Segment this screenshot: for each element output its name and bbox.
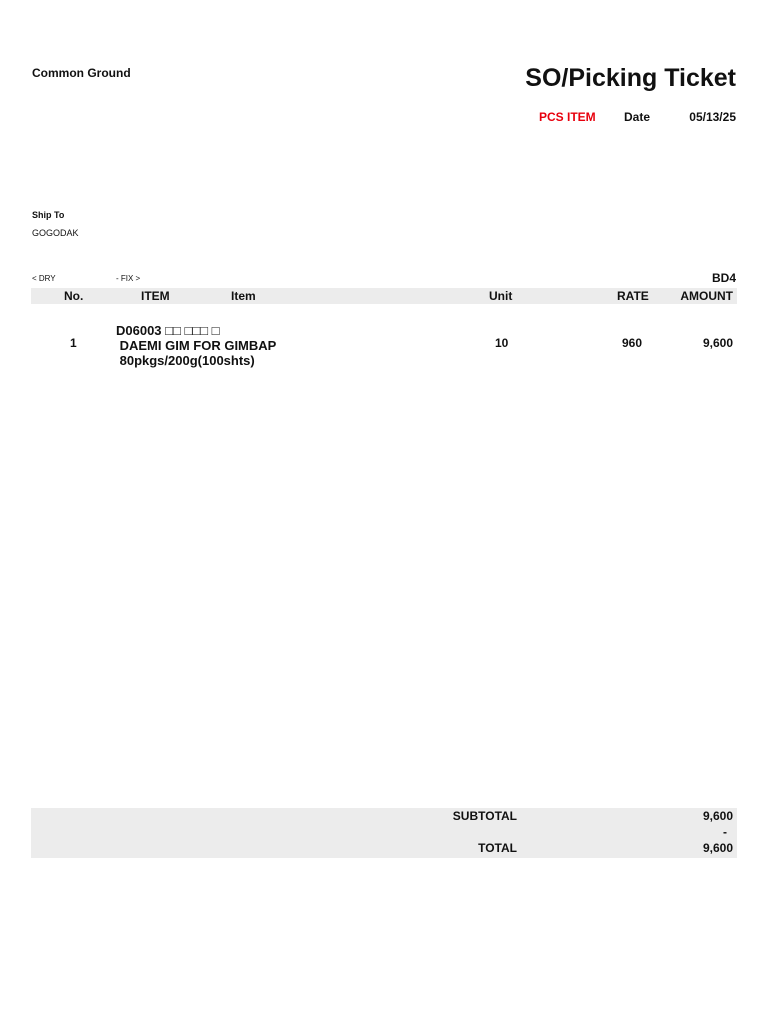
page-title: SO/Picking Ticket (525, 64, 736, 92)
subtotal-value: 9,600 (702, 809, 733, 823)
subtotal-label: SUBTOTAL (452, 809, 517, 823)
col-header-item-code: ITEM (141, 289, 170, 303)
total-value: 9,600 (702, 841, 733, 855)
fix-tag: - FIX > (116, 274, 141, 283)
dry-tag: < DRY (32, 274, 56, 283)
row-amount: 9,600 (702, 336, 733, 350)
row-item-code: D06003 □□ □□□ □ (116, 323, 220, 338)
row-item-name: DAEMI GIM FOR GIMBAP (116, 338, 277, 353)
date-label: Date (624, 110, 651, 124)
col-header-no: No. (64, 289, 84, 303)
date-value: 05/13/25 (689, 110, 736, 124)
ship-to-label: Ship To (32, 210, 65, 220)
col-header-item-desc: Item (231, 289, 256, 303)
row-item-pack: 80pkgs/200g(100shts) (116, 353, 255, 368)
row-unit: 10 (495, 336, 509, 350)
table-row (0, 320, 768, 370)
total-label: TOTAL (478, 841, 517, 855)
col-header-amount: AMOUNT (680, 289, 733, 303)
pcs-item-label: PCS ITEM (539, 110, 596, 124)
row-no: 1 (70, 336, 77, 350)
col-header-rate: RATE (617, 289, 649, 303)
row-rate: 960 (622, 336, 643, 350)
tax-dash: - (723, 825, 727, 839)
row-item (116, 323, 276, 368)
company-name: Common Ground (32, 66, 131, 80)
col-header-unit: Unit (489, 289, 513, 303)
totals-bar (31, 808, 737, 858)
location-code: BD4 (711, 271, 736, 285)
ship-to-value: GOGODAK (32, 228, 79, 238)
